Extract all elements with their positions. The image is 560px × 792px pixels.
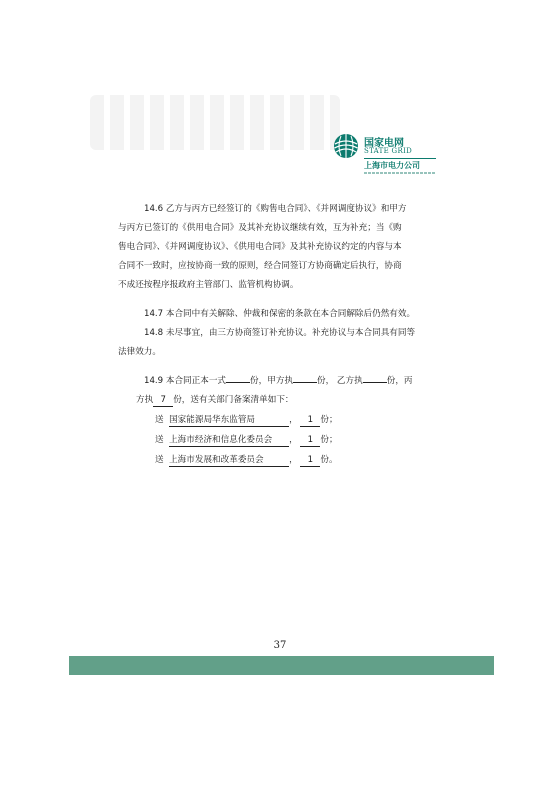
- original-copies-blank: [226, 382, 250, 383]
- company-name: 上海市电力公司: [364, 161, 420, 170]
- bleed-through-artifact: [90, 95, 340, 150]
- clause-14-6-line-2: 与丙方已签订的《供用电合同》及其补充协议继续有效，互为补充；当《购: [118, 223, 402, 233]
- clause-14-6-line-1: 14.6 乙方与丙方已经签订的《购售电合同》、《并网调度协议》和甲方: [144, 204, 407, 214]
- filing-suffix: 份。: [320, 455, 338, 465]
- filing-org: 上海市经济和信息化委员会: [169, 434, 289, 447]
- state-grid-logo: [333, 133, 443, 179]
- logo-chinese-name: 国家电网: [364, 138, 404, 149]
- filing-org: 国家能源局华东监管局: [169, 414, 289, 427]
- footer-band: [69, 656, 494, 675]
- party-c-copies-blank: 7: [153, 394, 173, 407]
- filing-count: 1: [300, 434, 320, 447]
- clause-14-9-line-2: [118, 391, 448, 410]
- page-number: 37: [273, 640, 287, 651]
- filing-suffix: 份；: [320, 415, 338, 425]
- party-a-copies-blank: [293, 382, 317, 383]
- clause-14-9-text-c: 份， 乙方执: [317, 376, 363, 386]
- filing-count: 1: [300, 414, 320, 427]
- filing-prefix: 送: [155, 415, 164, 425]
- filing-list-item: 送 国家能源局华东监管局 ， 1 份；: [155, 415, 338, 425]
- filing-prefix: 送: [155, 435, 164, 445]
- contract-body: [118, 200, 448, 470]
- clause-14-9-text-a: 14.9 本合同正本一式: [144, 376, 227, 386]
- filing-suffix: 份；: [320, 435, 338, 445]
- clause-14-9-text-f: 份，送有关部门备案清单如下：: [173, 395, 294, 405]
- clause-14-6-line-3: 售电合同》、《并网调度协议》、《供用电合同》及其补充协议约定的内容与本: [118, 242, 402, 252]
- filing-list-item: 送 上海市发展和改革委员会 ， 1 份。: [155, 455, 338, 465]
- clause-14-6-line-5: 不成还按程序报政府主管部门、监管机构协调。: [118, 280, 299, 290]
- clause-14-9-line-1: [118, 372, 448, 391]
- filing-org: 上海市发展和改革委员会: [169, 454, 289, 467]
- clause-14-9-text-b: 份，甲方执: [250, 376, 294, 386]
- party-b-copies-blank: [363, 382, 387, 383]
- clause-14-9-text-d: 份，丙: [386, 376, 413, 386]
- filing-prefix: 送: [155, 455, 164, 465]
- clause-14-8-line-2: 法律效力。: [118, 347, 161, 357]
- logo-divider: [364, 158, 436, 159]
- logo-fine-print: [364, 172, 436, 174]
- clause-14-9-text-e: 方执: [136, 395, 154, 405]
- clause-14-7: 14.7 本合同中有关解除、仲裁和保密的条款在本合同解除后仍然有效。: [144, 309, 416, 319]
- filing-list-item: 送 上海市经济和信息化委员会 ， 1 份；: [155, 435, 338, 445]
- logo-english-name: STATE GRID: [364, 147, 412, 155]
- state-grid-emblem-icon: [333, 133, 359, 159]
- filing-count: 1: [300, 454, 320, 467]
- clause-14-8-line-1: 14.8 未尽事宜，由三方协商签订补充协议。补充协议与本合同具有同等: [144, 328, 416, 338]
- clause-14-6-line-4: 合同不一致时，应按协商一致的原则，经合同签订方协商确定后执行，协商: [118, 261, 402, 271]
